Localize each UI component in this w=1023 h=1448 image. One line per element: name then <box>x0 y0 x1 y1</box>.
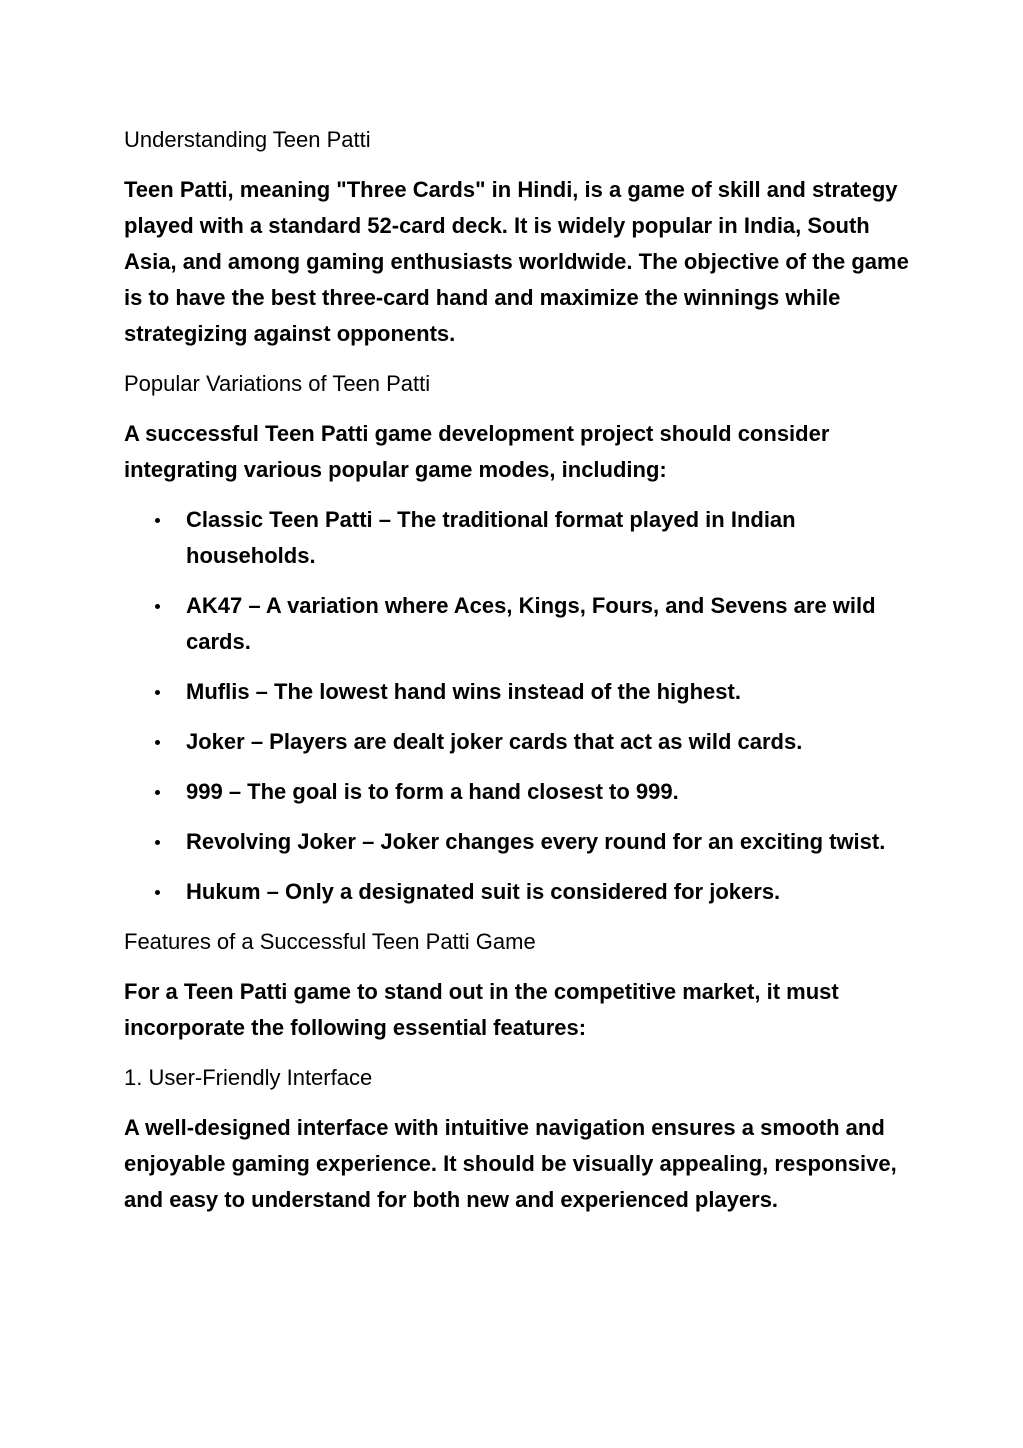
list-item-text: Joker – Players are dealt joker cards that act as wild cards. <box>186 729 803 754</box>
list-item <box>124 502 914 574</box>
bullet-icon <box>155 840 160 845</box>
bullet-icon <box>155 790 160 795</box>
section-heading-variations: Popular Variations of Teen Patti <box>124 371 431 396</box>
bullet-icon <box>155 604 160 609</box>
bullet-icon <box>155 740 160 745</box>
list-item <box>124 674 914 710</box>
section-heading-understanding: Understanding Teen Patti <box>124 127 371 152</box>
list-item <box>124 874 914 910</box>
document-page <box>124 122 914 1232</box>
bullet-icon <box>155 890 160 895</box>
bullet-icon <box>155 690 160 695</box>
list-item <box>124 588 914 660</box>
paragraph-features-intro: For a Teen Patti game to stand out in the competitive market, it must incorporate the following essential features: <box>124 979 839 1040</box>
list-item-text: Hukum – Only a designated suit is considered for jokers. <box>186 879 781 904</box>
list-item-text: AK47 – A variation where Aces, Kings, Fours, and Sevens are wild cards. <box>186 593 876 654</box>
list-item <box>124 774 914 810</box>
section-heading-features: Features of a Successful Teen Patti Game <box>124 929 536 954</box>
list-item-text: Muflis – The lowest hand wins instead of the highest. <box>186 679 741 704</box>
section-heading-interface: 1. User-Friendly Interface <box>124 1065 373 1090</box>
bullet-icon <box>155 518 160 523</box>
paragraph-intro: Teen Patti, meaning "Three Cards" in Hindi, is a game of skill and strategy played with a standard 52-card deck. It is widely popular in India, South Asia, and among gaming enthusiasts worldwide. The objective of the game is to have the best three-card hand and maximize the winnings while strategizing against opponents. <box>124 177 909 346</box>
paragraph-interface: A well-designed interface with intuitive navigation ensures a smooth and enjoyable gaming experience. It should be visually appealing, responsive, and easy to understand for both new and experienced players. <box>124 1115 897 1212</box>
paragraph-variations-intro: A successful Teen Patti game development project should consider integrating various popular game modes, including: <box>124 421 830 482</box>
list-item-text: Classic Teen Patti – The traditional format played in Indian households. <box>186 507 796 568</box>
list-item-text: 999 – The goal is to form a hand closest to 999. <box>186 779 679 804</box>
list-item <box>124 724 914 760</box>
variations-list <box>124 502 914 910</box>
list-item-text: Revolving Joker – Joker changes every round for an exciting twist. <box>186 829 886 854</box>
list-item <box>124 824 914 860</box>
